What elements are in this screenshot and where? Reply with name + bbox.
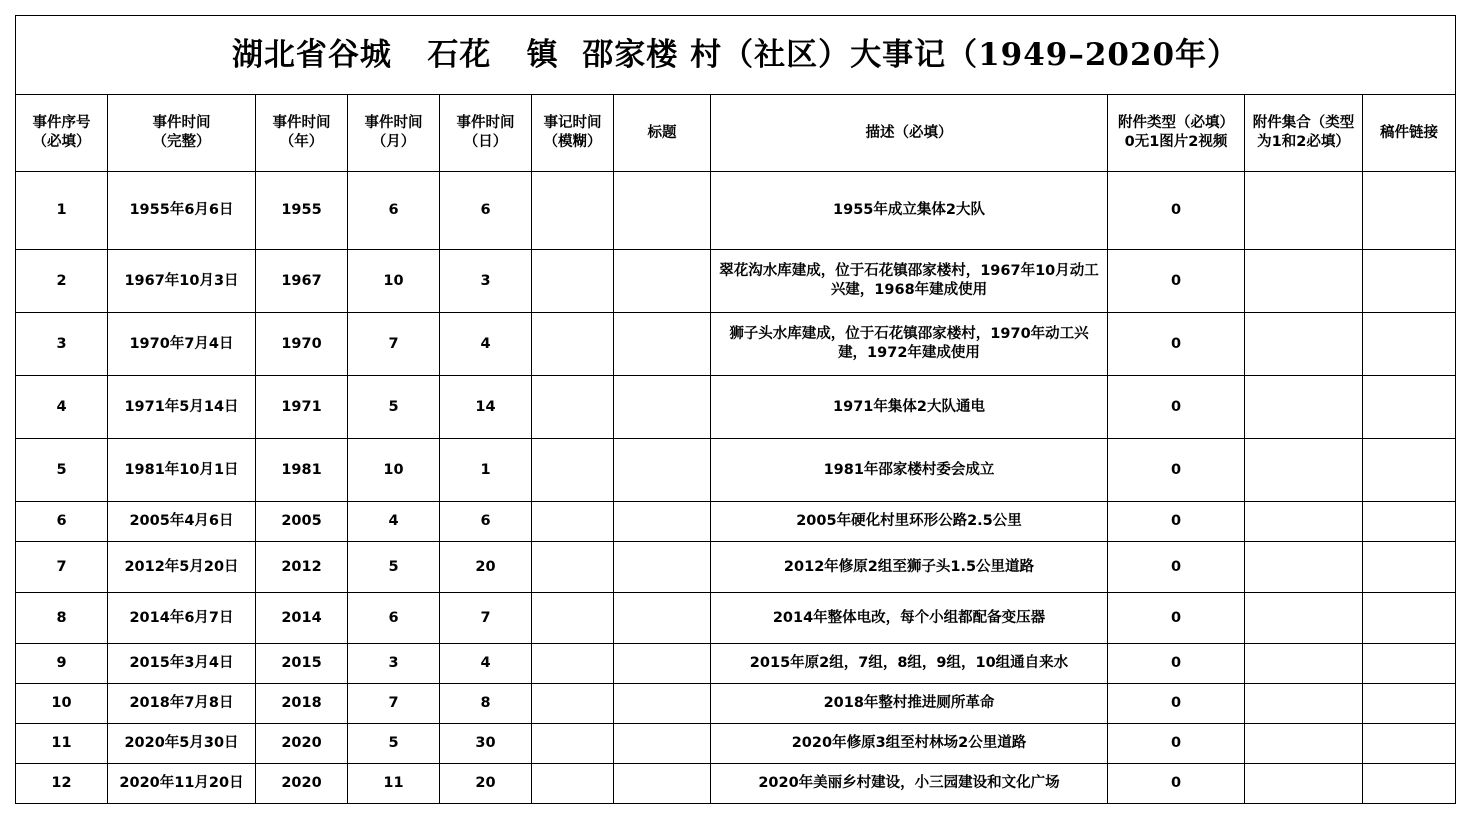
header-text: 稿件链接 [1380, 124, 1439, 141]
cell-no: 6 [16, 502, 108, 542]
cell-no: 2 [16, 250, 108, 313]
table-row [16, 250, 1456, 313]
cell-day: 30 [440, 724, 532, 764]
page-title: 湖北省谷城 石花 镇 邵家楼 村（社区）大事记（1949–2020年） [16, 16, 1456, 95]
cell-year: 1970 [256, 313, 348, 376]
table-row [16, 644, 1456, 684]
cell-attachment-set [1245, 644, 1363, 684]
cell-full-date: 2005年4月6日 [108, 502, 256, 542]
header-cell [348, 95, 440, 172]
cell-attachment-set [1245, 502, 1363, 542]
header-text: 标题 [647, 124, 677, 141]
cell-no: 9 [16, 644, 108, 684]
table-row [16, 172, 1456, 250]
cell-link [1363, 250, 1456, 313]
table-row [16, 593, 1456, 644]
cell-attachment-type: 0 [1108, 764, 1245, 804]
cell-title [614, 172, 711, 250]
cell-no: 3 [16, 313, 108, 376]
header-cell [711, 95, 1108, 172]
cell-attachment-set [1245, 439, 1363, 502]
table-row [16, 764, 1456, 804]
cell-month: 7 [348, 684, 440, 724]
cell-description: 2020年美丽乡村建设，小三园建设和文化广场 [711, 764, 1108, 804]
cell-fuzzy [532, 376, 614, 439]
cell-description: 2015年原2组，7组，8组，9组，10组通自来水 [711, 644, 1108, 684]
cell-month: 5 [348, 542, 440, 593]
cell-no: 7 [16, 542, 108, 593]
cell-no: 11 [16, 724, 108, 764]
header-text: 描述（必填） [865, 124, 953, 141]
cell-full-date: 2020年5月30日 [108, 724, 256, 764]
table-row [16, 502, 1456, 542]
cell-title [614, 376, 711, 439]
header-cell [532, 95, 614, 172]
cell-fuzzy [532, 724, 614, 764]
cell-year: 1971 [256, 376, 348, 439]
cell-day: 3 [440, 250, 532, 313]
cell-description: 1971年集体2大队通电 [711, 376, 1108, 439]
table-row [16, 439, 1456, 502]
cell-attachment-type: 0 [1108, 644, 1245, 684]
cell-full-date: 2012年5月20日 [108, 542, 256, 593]
cell-attachment-type: 0 [1108, 376, 1245, 439]
cell-title [614, 250, 711, 313]
cell-no: 5 [16, 439, 108, 502]
cell-title [614, 684, 711, 724]
cell-description: 1981年邵家楼村委会成立 [711, 439, 1108, 502]
cell-attachment-set [1245, 172, 1363, 250]
cell-link [1363, 172, 1456, 250]
cell-no: 8 [16, 593, 108, 644]
cell-fuzzy [532, 313, 614, 376]
cell-attachment-set [1245, 593, 1363, 644]
cell-attachment-type: 0 [1108, 313, 1245, 376]
cell-attachment-type: 0 [1108, 502, 1245, 542]
cell-description: 2014年整体电改，每个小组都配备变压器 [711, 593, 1108, 644]
cell-day: 7 [440, 593, 532, 644]
cell-attachment-type: 0 [1108, 172, 1245, 250]
cell-title [614, 502, 711, 542]
cell-attachment-type: 0 [1108, 250, 1245, 313]
cell-title [614, 313, 711, 376]
cell-year: 2020 [256, 724, 348, 764]
cell-year: 2012 [256, 542, 348, 593]
cell-link [1363, 684, 1456, 724]
cell-attachment-type: 0 [1108, 593, 1245, 644]
cell-full-date: 2018年7月8日 [108, 684, 256, 724]
cell-year: 2005 [256, 502, 348, 542]
cell-fuzzy [532, 439, 614, 502]
header-cell [256, 95, 348, 172]
cell-month: 3 [348, 644, 440, 684]
cell-description: 翠花沟水库建成，位于石花镇邵家楼村，1967年10月动工兴建，1968年建成使用 [711, 250, 1108, 313]
cell-title [614, 439, 711, 502]
cell-attachment-set [1245, 376, 1363, 439]
cell-month: 10 [348, 439, 440, 502]
cell-link [1363, 764, 1456, 804]
cell-day: 4 [440, 644, 532, 684]
header-text: 事记时间 （模糊） [543, 115, 602, 150]
cell-description: 2005年硬化村里环形公路2.5公里 [711, 502, 1108, 542]
cell-fuzzy [532, 593, 614, 644]
cell-description: 狮子头水库建成，位于石花镇邵家楼村，1970年动工兴建，1972年建成使用 [711, 313, 1108, 376]
header-cell [108, 95, 256, 172]
cell-link [1363, 376, 1456, 439]
cell-fuzzy [532, 684, 614, 724]
cell-year: 2014 [256, 593, 348, 644]
header-cell [440, 95, 532, 172]
header-text: 附件集合（类型 为1和2必填） [1252, 115, 1355, 150]
table-row [16, 376, 1456, 439]
cell-year: 1981 [256, 439, 348, 502]
cell-fuzzy [532, 250, 614, 313]
header-text: 事件时间 （完整） [152, 115, 211, 150]
cell-year: 2018 [256, 684, 348, 724]
cell-link [1363, 313, 1456, 376]
cell-attachment-set [1245, 250, 1363, 313]
cell-month: 6 [348, 172, 440, 250]
cell-full-date: 1967年10月3日 [108, 250, 256, 313]
header-cell [1108, 95, 1245, 172]
cell-description: 2012年修原2组至狮子头1.5公里道路 [711, 542, 1108, 593]
cell-attachment-type: 0 [1108, 684, 1245, 724]
cell-full-date: 2015年3月4日 [108, 644, 256, 684]
cell-link [1363, 724, 1456, 764]
header-cell [1245, 95, 1363, 172]
cell-attachment-set [1245, 724, 1363, 764]
table-row [16, 684, 1456, 724]
cell-year: 2015 [256, 644, 348, 684]
cell-full-date: 1970年7月4日 [108, 313, 256, 376]
table-row [16, 313, 1456, 376]
cell-month: 10 [348, 250, 440, 313]
cell-day: 1 [440, 439, 532, 502]
cell-full-date: 2014年6月7日 [108, 593, 256, 644]
cell-no: 10 [16, 684, 108, 724]
cell-day: 4 [440, 313, 532, 376]
cell-month: 11 [348, 764, 440, 804]
cell-attachment-type: 0 [1108, 724, 1245, 764]
cell-year: 1955 [256, 172, 348, 250]
cell-month: 6 [348, 593, 440, 644]
cell-title [614, 542, 711, 593]
cell-fuzzy [532, 644, 614, 684]
cell-full-date: 1971年5月14日 [108, 376, 256, 439]
cell-fuzzy [532, 764, 614, 804]
cell-year: 1967 [256, 250, 348, 313]
cell-day: 8 [440, 684, 532, 724]
header-row [16, 95, 1456, 172]
cell-fuzzy [532, 502, 614, 542]
cell-attachment-set [1245, 542, 1363, 593]
table-row [16, 542, 1456, 593]
header-cell [614, 95, 711, 172]
header-cell [1363, 95, 1456, 172]
cell-attachment-type: 0 [1108, 439, 1245, 502]
cell-no: 1 [16, 172, 108, 250]
cell-no: 12 [16, 764, 108, 804]
cell-description: 1955年成立集体2大队 [711, 172, 1108, 250]
cell-attachment-set [1245, 313, 1363, 376]
header-text: 事件时间 （年） [272, 115, 331, 150]
table-row [16, 724, 1456, 764]
header-text: 事件时间 （日） [456, 115, 515, 150]
cell-link [1363, 542, 1456, 593]
cell-day: 6 [440, 502, 532, 542]
cell-no: 4 [16, 376, 108, 439]
cell-month: 5 [348, 724, 440, 764]
header-text: 事件序号 （必填） [32, 115, 91, 150]
cell-month: 4 [348, 502, 440, 542]
header-cell [16, 95, 108, 172]
cell-fuzzy [532, 542, 614, 593]
cell-link [1363, 644, 1456, 684]
cell-day: 20 [440, 764, 532, 804]
cell-month: 5 [348, 376, 440, 439]
cell-day: 20 [440, 542, 532, 593]
cell-description: 2018年整村推进厕所革命 [711, 684, 1108, 724]
events-table [15, 15, 1456, 804]
cell-link [1363, 439, 1456, 502]
cell-title [614, 764, 711, 804]
cell-attachment-type: 0 [1108, 542, 1245, 593]
cell-full-date: 1955年6月6日 [108, 172, 256, 250]
cell-title [614, 593, 711, 644]
cell-month: 7 [348, 313, 440, 376]
cell-link [1363, 502, 1456, 542]
cell-day: 6 [440, 172, 532, 250]
cell-full-date: 2020年11月20日 [108, 764, 256, 804]
cell-title [614, 644, 711, 684]
cell-fuzzy [532, 172, 614, 250]
cell-day: 14 [440, 376, 532, 439]
cell-description: 2020年修原3组至村林场2公里道路 [711, 724, 1108, 764]
cell-attachment-set [1245, 684, 1363, 724]
cell-attachment-set [1245, 764, 1363, 804]
cell-year: 2020 [256, 764, 348, 804]
cell-title [614, 724, 711, 764]
cell-link [1363, 593, 1456, 644]
header-text: 附件类型（必填） 0无1图片2视频 [1118, 115, 1234, 150]
header-text: 事件时间 （月） [364, 115, 423, 150]
cell-full-date: 1981年10月1日 [108, 439, 256, 502]
